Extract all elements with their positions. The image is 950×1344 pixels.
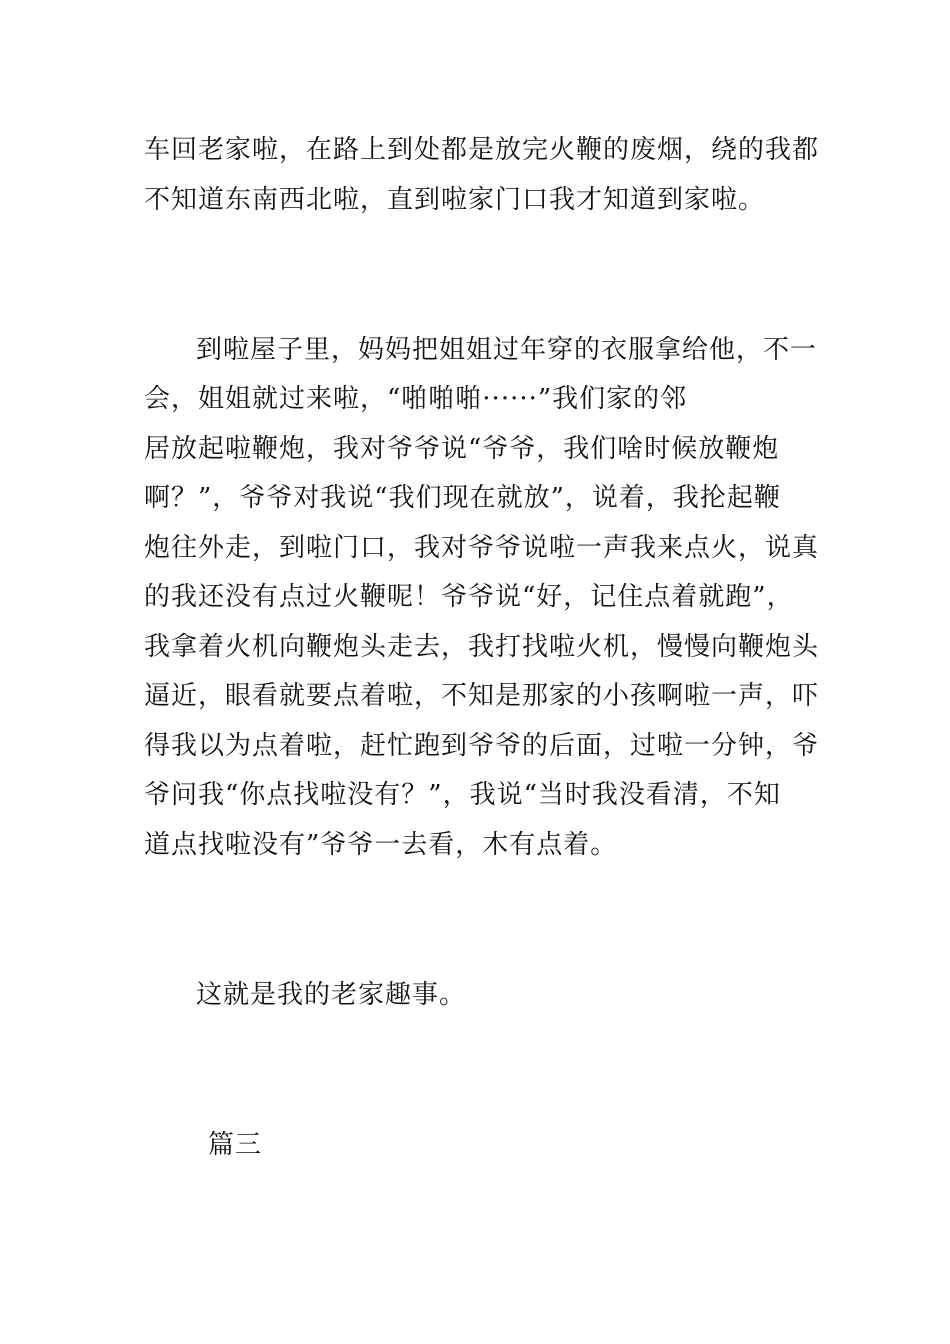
paragraph-line: 到啦屋子里，妈妈把姐姐过年穿的衣服拿给他，不一	[196, 335, 818, 365]
paragraph-3: 这就是我的老家趣事。	[196, 980, 467, 1010]
section-heading: 篇三	[208, 1130, 263, 1160]
paragraph-line: 居放起啦鞭炮，我对爷爷说“爷爷，我们啥时候放鞭炮	[144, 434, 780, 464]
paragraph-line: 道点找啦没有”爷爷一去看，木有点着。	[144, 830, 618, 860]
paragraph-line: 的我还没有点过火鞭呢！爷爷说“好，记住点着就跑”，	[144, 582, 794, 612]
paragraph-line: 得我以为点着啦，赶忙跑到爷爷的后面，过啦一分钟，爷	[144, 731, 820, 761]
paragraph-line: 爷问我“你点找啦没有？”，我说“当时我没看清，不知	[144, 780, 781, 810]
paragraph-line: 车回老家啦，在路上到处都是放完火鞭的废烟，绕的我都	[144, 135, 820, 165]
paragraph-line: 逼近，眼看就要点着啦，不知是那家的小孩啊啦一声，吓	[144, 681, 820, 711]
paragraph-line: 啊？”，爷爷对我说“我们现在就放”，说着，我抡起鞭	[144, 483, 781, 513]
paragraph-line: 会，姐姐就过来啦，“啪啪啪······”我们家的邻	[144, 384, 688, 414]
paragraph-line: 炮往外走，到啦门口，我对爷爷说啦一声我来点火，说真	[144, 533, 820, 563]
paragraph-line: 不知道东南西北啦，直到啦家门口我才知道到家啦。	[144, 185, 766, 215]
paragraph-line: 我拿着火机向鞭炮头走去，我打找啦火机，慢慢向鞭炮头	[144, 632, 820, 662]
